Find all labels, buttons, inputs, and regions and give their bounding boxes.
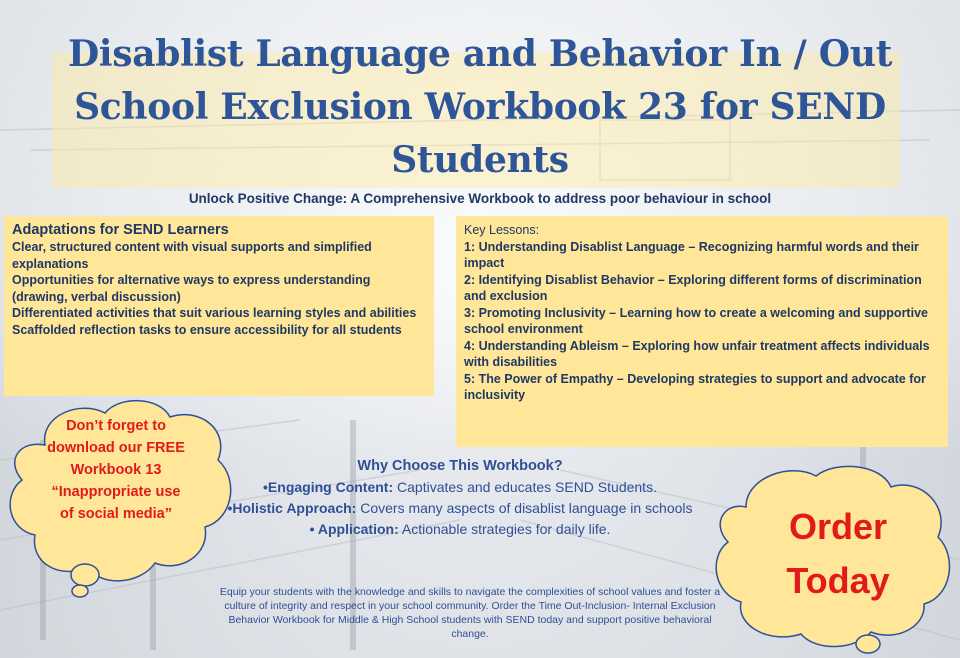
why-heading: Why Choose This Workbook? xyxy=(357,458,563,474)
why-application-label: • Application: xyxy=(309,521,399,537)
footer-text: Equip your students with the knowledge and skills to navigate the complexities of school values and foster a culture of integrity and respect in your school community. Order the Time Out-Inclusion- Internal Exclusion Behavior Workbook for Middle & High School students with SEND today and support positive behavioral change. xyxy=(219,586,721,640)
key-lessons-heading: Key Lessons: xyxy=(464,223,540,237)
adaptation-item: Scaffolded reflection tasks to ensure accessibility for all students xyxy=(12,322,402,337)
order-today-cta[interactable]: Order Today xyxy=(786,506,890,601)
adaptation-item: Differentiated activities that suit various learning styles and abilities xyxy=(12,306,417,320)
why-application xyxy=(205,519,715,540)
why-engaging-text: Captivates and educates SEND Students. xyxy=(393,479,657,495)
lesson-item: 1: Understanding Disablist Language – Recognizing harmful words and their impact xyxy=(464,239,919,270)
subtitle: Unlock Positive Change: A Comprehensive Workbook to address poor behaviour in school xyxy=(188,191,772,206)
why-section xyxy=(205,456,715,540)
lesson-item: 3: Promoting Inclusivity – Learning how to create a welcoming and supportive school environment xyxy=(464,305,928,336)
why-engaging-label: •Engaging Content: xyxy=(263,479,394,495)
adaptation-item: Clear, structured content with visual supports and simplified explanations xyxy=(12,240,372,271)
why-holistic-label: •Holistic Approach: xyxy=(227,500,357,516)
promo-cloud-text: Don’t forget to download our FREE Workbook 13 “Inappropriate use of social media” xyxy=(47,418,185,522)
adaptation-item: Opportunities for alternative ways to express understanding (drawing, verbal discussion) xyxy=(12,273,371,304)
lesson-item: 2: Identifying Disablist Behavior – Exploring different forms of discrimination and exclusion xyxy=(464,272,922,303)
why-application-text: Actionable strategies for daily life. xyxy=(398,521,611,537)
adaptations-heading: Adaptations for SEND Learners xyxy=(12,222,229,238)
lesson-item: 4: Understanding Ableism – Exploring how unfair treatment affects individuals with disabilities xyxy=(464,338,930,369)
lesson-item: 5: The Power of Empathy – Developing strategies to support and advocate for inclusivity xyxy=(464,371,926,402)
key-lessons-box xyxy=(456,216,948,447)
adaptations-box xyxy=(4,216,434,396)
page-title: Disablist Language and Behavior In / Out School Exclusion Workbook 23 for SEND Students xyxy=(67,33,893,181)
why-holistic xyxy=(205,498,715,519)
why-engaging xyxy=(205,477,715,498)
why-holistic-text: Covers many aspects of disablist language in schools xyxy=(356,500,693,516)
